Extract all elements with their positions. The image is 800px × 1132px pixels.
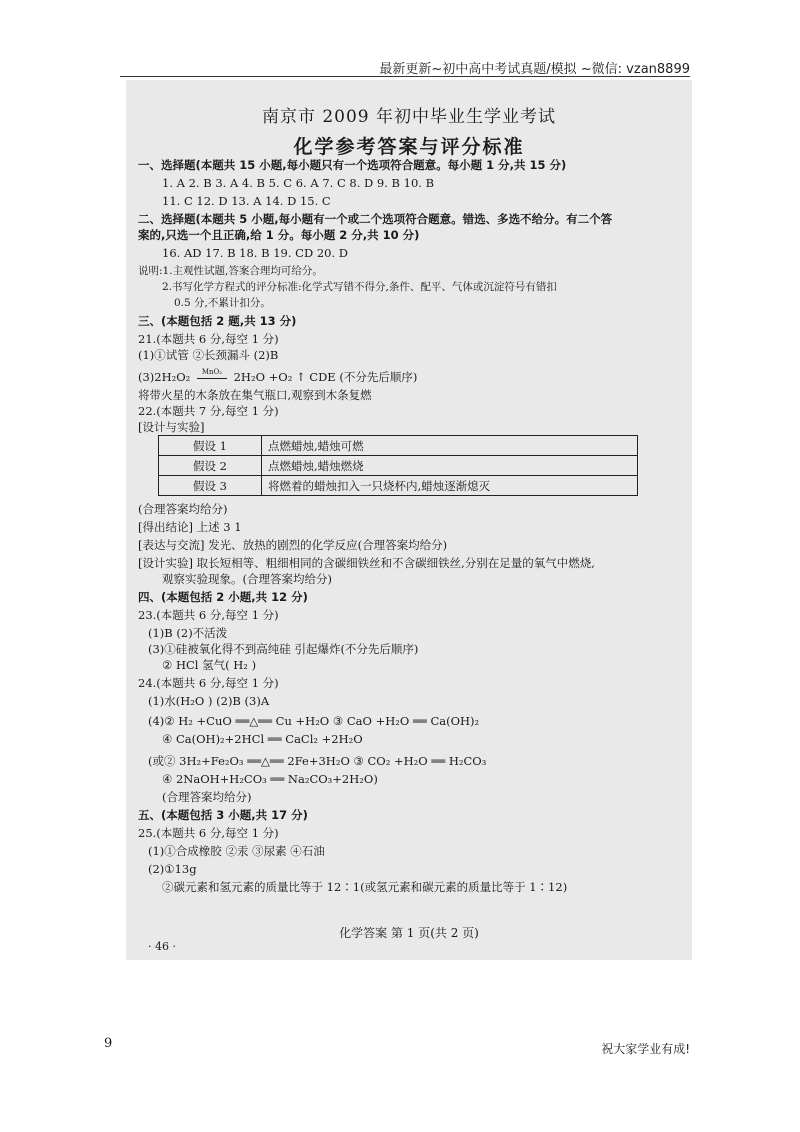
q21-answer-4: 将带火星的木条放在集气瓶口,观察到木条复燃 [138, 388, 372, 402]
scan-page-mark: · 46 · [148, 940, 176, 953]
q24-answer-1-3: (1)水(H₂O ) (2)B (3)A [148, 694, 270, 708]
note-2: 2.书写化学方程式的评分标准:化学式写错不得分,条件、配平、气体或沉淀符号有错扣 [162, 281, 557, 293]
answers-1-10: 1. A 2. B 3. A 4. B 5. C 6. A 7. C 8. D 9. B 10. B [162, 176, 435, 190]
header-rule [120, 76, 690, 77]
q24-reasonable-note: (合理答案均给分) [162, 790, 252, 804]
q24-alt-equation-2-3: (或② 3H₂+Fe₂O₃ ══△══ 2Fe+3H₂O ③ CO₂ +H₂O ══ H₂CO₃ [148, 754, 487, 768]
section-2-heading: 二、选择题(本题共 5 小题,每小题有一个或二个选项符合题意。错选、多选不给分。有二个答 [138, 212, 613, 226]
q22-heading: 22.(本题共 7 分,每空 1 分) [138, 404, 279, 418]
note-1: 说明:1.主观性试题,答案合理均可给分。 [138, 265, 323, 277]
table-row [159, 436, 638, 456]
q23-answer-3: (3)①硅被氧化得不到高纯硅 引起爆炸(不分先后顺序) [148, 642, 419, 656]
expression: [表达与交流] 发光、放热的剧烈的化学反应(合理答案均给分) [138, 538, 448, 552]
hypothesis-content: 点燃蜡烛,蜡烛可燃 [262, 436, 638, 456]
q25-answer-2: (2)①13g [148, 862, 197, 876]
q24-alt-equation-4: ④ 2NaOH+H₂CO₃ ══ Na₂CO₃+2H₂O) [162, 772, 378, 786]
hypothesis-table [158, 435, 638, 496]
q24-equation-4: ④ Ca(OH)₂+2HCl ══ CaCl₂ +2H₂O [162, 732, 363, 746]
design-experiment-label: [设计与实验] [138, 420, 205, 434]
q23-answer-1-2: (1)B (2)不活泼 [148, 626, 228, 640]
page-number: 9 [104, 1036, 113, 1051]
section-3-heading: 三、(本题包括 2 题,共 13 分) [138, 314, 297, 328]
answers-16-20: 16. AD 17. B 18. B 19. CD 20. D [162, 246, 349, 260]
hypothesis-content: 将燃着的蜡烛扣入一只烧杯内,蜡烛逐渐熄灭 [262, 476, 638, 496]
catalyst-label: MnO₂ [201, 368, 223, 376]
hypothesis-label: 假设 1 [159, 436, 262, 456]
q21-answer-3 [138, 370, 417, 387]
hypothesis-label: 假设 3 [159, 476, 262, 496]
section-4-heading: 四、(本题包括 2 小题,共 12 分) [138, 590, 308, 604]
header-banner: 最新更新~初中高中考试真题/模拟 ~微信: vzan8899 [379, 62, 690, 77]
scan-footer: 化学答案 第 1 页(共 2 页) [339, 926, 479, 940]
section-2-heading-cont: 案的,只选一个且正确,给 1 分。每小题 2 分,共 10 分) [138, 228, 420, 242]
q21-heading: 21.(本题共 6 分,每空 1 分) [138, 332, 279, 346]
q25-heading: 25.(本题共 6 分,每空 1 分) [138, 826, 279, 840]
answer-title: 化学参考答案与评分标准 [293, 136, 525, 158]
q23-heading: 23.(本题共 6 分,每空 1 分) [138, 608, 279, 622]
hypothesis-content: 点燃蜡烛,蜡烛燃烧 [262, 456, 638, 476]
conclusion: [得出结论] 上述 3 1 [138, 520, 242, 534]
q21-answer-1-2: (1)①试管 ②长颈漏斗 (2)B [138, 348, 279, 362]
design-experiment-cont: 观察实验现象。(合理答案均给分) [162, 572, 332, 586]
q24-heading: 24.(本题共 6 分,每空 1 分) [138, 676, 279, 690]
q23-answer-3b: ② HCl 氢气( H₂ ) [162, 658, 257, 672]
hypothesis-label: 假设 2 [159, 456, 262, 476]
scanned-page [126, 80, 692, 960]
equation-products: 2H₂O +O₂ ↑ CDE (不分先后顺序) [233, 370, 418, 384]
q25-answer-2b: ②碳元素和氢元素的质量比等于 12∶1(或氢元素和碳元素的质量比等于 1∶12) [162, 880, 568, 894]
greeting: 祝大家学业有成! [601, 1042, 690, 1056]
q24-equation-2-3: (4)② H₂ +CuO ══△══ Cu +H₂O ③ CaO +H₂O ══ Ca(OH)₂ [148, 714, 480, 728]
table-row [159, 456, 638, 476]
q25-answer-1: (1)①合成橡胶 ②汞 ③尿素 ④石油 [148, 844, 325, 858]
exam-title: 南京市 2009 年初中毕业生学业考试 [261, 107, 557, 127]
reaction-arrow [194, 370, 230, 387]
design-experiment: [设计实验] 取长短相等、粗细相同的含碳细铁丝和不含碳细铁丝,分别在足量的氧气中燃烧, [138, 556, 595, 570]
section-5-heading: 五、(本题包括 3 小题,共 17 分) [138, 808, 308, 822]
reasonable-answer-note: (合理答案均给分) [138, 502, 228, 516]
table-row [159, 476, 638, 496]
note-2-cont: 0.5 分,不累计扣分。 [174, 297, 271, 309]
section-1-heading: 一、选择题(本题共 15 小题,每小题只有一个选项符合题意。每小题 1 分,共 15 分) [138, 158, 567, 172]
equation-reactant: (3)2H₂O₂ [138, 370, 191, 384]
answers-11-15: 11. C 12. D 13. A 14. D 15. C [162, 194, 331, 208]
arrow-line [197, 378, 227, 379]
